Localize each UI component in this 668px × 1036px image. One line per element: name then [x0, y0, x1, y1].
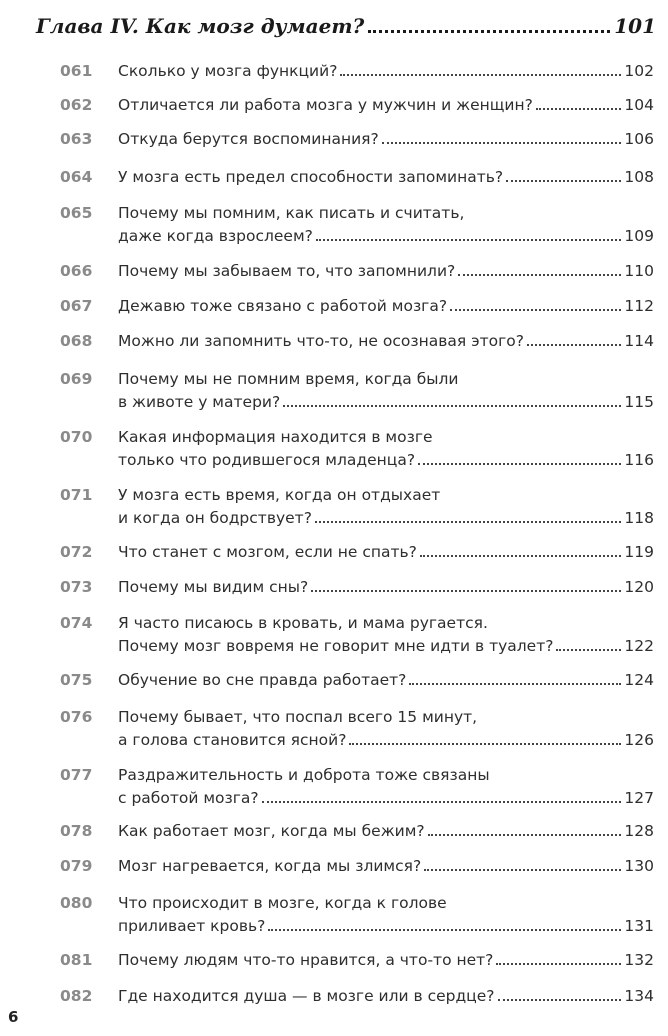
question-text: а голова становится ясной? [118, 731, 347, 749]
page-ref: 120 [624, 578, 654, 596]
question-number: 064 [60, 168, 93, 186]
question-number: 068 [60, 332, 93, 350]
question-number: 065 [60, 204, 93, 222]
page-ref: 118 [624, 509, 654, 527]
leader-dots [418, 463, 621, 465]
page-ref: 119 [624, 543, 654, 561]
leader-dots [316, 239, 622, 241]
question-number: 067 [60, 297, 93, 315]
question-text: Дежавю тоже связано с работой мозга? [118, 297, 448, 315]
leader-dots [506, 180, 621, 182]
chapter-title: Глава IV. Как мозг думает? [36, 14, 365, 38]
leader-dots [382, 142, 622, 144]
question-text: Откуда берутся воспоминания? [118, 130, 379, 148]
toc-entry[interactable] [60, 166, 654, 189]
toc-entry[interactable] [60, 706, 654, 752]
question-number: 072 [60, 543, 93, 561]
question-number: 073 [60, 578, 93, 596]
toc-entry[interactable] [60, 669, 654, 692]
toc-entry[interactable] [60, 576, 654, 599]
page-ref: 104 [624, 96, 654, 114]
question-text: Где находится душа — в мозге или в сердце? [118, 987, 495, 1005]
page-ref: 122 [624, 637, 654, 655]
question-text: Обучение во сне правда работает? [118, 671, 407, 689]
question-text: У мозга есть предел способности запоминать? [118, 168, 504, 186]
leader-dots [527, 344, 621, 346]
question-number: 071 [60, 486, 93, 504]
page-ref: 102 [624, 62, 654, 80]
page-ref: 126 [624, 731, 654, 749]
leader-dots [420, 555, 622, 557]
toc-entry[interactable] [60, 128, 654, 151]
question-number: 080 [60, 894, 93, 912]
leader-dots [268, 929, 621, 931]
toc-entry[interactable] [60, 764, 654, 810]
page-ref: 106 [624, 130, 654, 148]
question-text: Как работает мозг, когда мы бежим? [118, 822, 425, 840]
question-text-line: Что происходит в мозге, когда к голове [118, 894, 447, 912]
question-number: 078 [60, 822, 93, 840]
question-text: Можно ли запомнить что-то, не осознавая этого? [118, 332, 524, 350]
leader-dots [458, 274, 621, 276]
toc-entry[interactable] [60, 330, 654, 353]
question-number: 082 [60, 987, 93, 1005]
toc-entry[interactable] [60, 820, 654, 843]
page-ref: 132 [624, 951, 654, 969]
question-text: Почему мы видим сны? [118, 578, 309, 596]
page-ref: 115 [624, 393, 654, 411]
question-number: 062 [60, 96, 93, 114]
leader-dots [262, 801, 622, 803]
question-text: даже когда взрослеем? [118, 227, 313, 245]
page-ref: 127 [624, 789, 654, 807]
question-number: 076 [60, 708, 93, 726]
toc-entry[interactable] [60, 368, 654, 414]
toc-entry[interactable] [60, 612, 654, 658]
leader-dots [340, 74, 621, 76]
leader-dots [496, 963, 621, 965]
page-ref: 108 [624, 168, 654, 186]
question-text: Отличается ли работа мозга у мужчин и женщин? [118, 96, 533, 114]
question-text: Что станет с мозгом, если не спать? [118, 543, 417, 561]
leader-dots [368, 30, 610, 33]
page-ref: 131 [624, 917, 654, 935]
question-text: и когда он бодрствует? [118, 509, 312, 527]
leader-dots [428, 834, 622, 836]
page-ref: 128 [624, 822, 654, 840]
leader-dots [424, 869, 621, 871]
toc-entry[interactable] [60, 94, 654, 117]
leader-dots [498, 999, 622, 1001]
chapter-heading [36, 14, 656, 38]
leader-dots [536, 108, 622, 110]
question-text: приливает кровь? [118, 917, 266, 935]
page-number: 6 [8, 1008, 19, 1026]
question-text: с работой мозга? [118, 789, 259, 807]
question-number: 081 [60, 951, 93, 969]
question-number: 079 [60, 857, 93, 875]
question-text-line: Почему мы помним, как писать и считать, [118, 204, 465, 222]
question-text: Почему мы забываем то, что запомнили? [118, 262, 456, 280]
toc-entry[interactable] [60, 855, 654, 878]
page-ref: 124 [624, 671, 654, 689]
page-ref: 116 [624, 451, 654, 469]
question-number: 077 [60, 766, 93, 784]
toc-entry[interactable] [60, 949, 654, 972]
chapter-page: 101 [614, 14, 656, 38]
question-text-line: Почему мы не помним время, когда были [118, 370, 459, 388]
question-text: в животе у матери? [118, 393, 281, 411]
question-text-line: У мозга есть время, когда он отдыхает [118, 486, 441, 504]
question-number: 063 [60, 130, 93, 148]
question-number: 061 [60, 62, 93, 80]
page-ref: 130 [624, 857, 654, 875]
question-text-line: Почему бывает, что поспал всего 15 минут, [118, 708, 478, 726]
question-text: Сколько у мозга функций? [118, 62, 338, 80]
page-ref: 114 [624, 332, 654, 350]
question-number: 074 [60, 614, 93, 632]
leader-dots [349, 743, 621, 745]
leader-dots [409, 683, 621, 685]
question-text: Почему людям что-то нравится, а что-то нет? [118, 951, 494, 969]
leader-dots [315, 521, 621, 523]
question-number: 075 [60, 671, 93, 689]
page-ref: 112 [624, 297, 654, 315]
question-text: Почему мозг вовремя не говорит мне идти в туалет? [118, 637, 554, 655]
question-number: 069 [60, 370, 93, 388]
question-text: только что родившегося младенца? [118, 451, 416, 469]
question-text-line: Я часто писаюсь в кровать, и мама ругается. [118, 614, 488, 632]
toc-entry[interactable] [60, 202, 654, 248]
toc-entry[interactable] [60, 60, 654, 83]
toc-entry[interactable] [60, 426, 654, 472]
question-text-line: Раздражительность и доброта тоже связаны [118, 766, 490, 784]
toc-entry[interactable] [60, 892, 654, 938]
leader-dots [556, 649, 621, 651]
question-text: Мозг нагревается, когда мы злимся? [118, 857, 422, 875]
question-text-line: Какая информация находится в мозге [118, 428, 433, 446]
leader-dots [311, 590, 621, 592]
toc-entry[interactable] [60, 484, 654, 530]
toc-entry[interactable] [60, 260, 654, 283]
toc-entry[interactable] [60, 295, 654, 318]
page-ref: 134 [624, 987, 654, 1005]
page-ref: 110 [624, 262, 654, 280]
page-ref: 109 [624, 227, 654, 245]
question-number: 070 [60, 428, 93, 446]
question-number: 066 [60, 262, 93, 280]
leader-dots [450, 309, 621, 311]
leader-dots [283, 405, 621, 407]
toc-entry[interactable] [60, 985, 654, 1008]
toc-entry[interactable] [60, 541, 654, 564]
